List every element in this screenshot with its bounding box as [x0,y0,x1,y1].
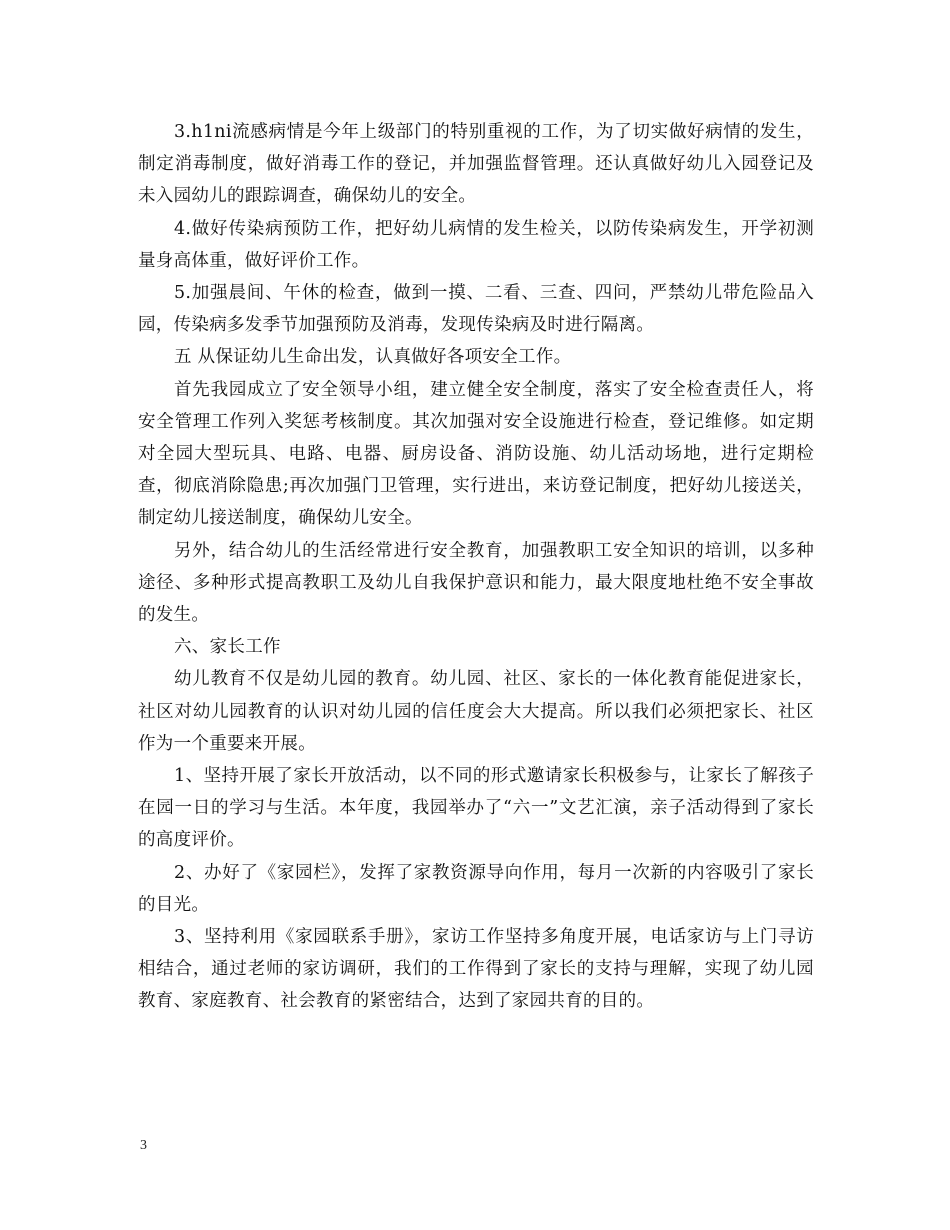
page-number: 3 [140,1138,147,1153]
section-heading-parent-work: 六、家长工作 [174,637,281,658]
document-body [138,116,814,1018]
paragraph-h1n1-flu: 3.h1ni流感病情是今年上级部门的特别重视的工作，为了切实做好病情的发生，制定消毒制度，做好消毒工作的登记，并加强监督管理。还认真做好幼儿入园登记及未入园幼儿的跟踪调查，确保幼儿的安全。 [138,122,814,207]
paragraph-safety-education: 另外，结合幼儿的生活经常进行安全教育，加强教职工安全知识的培训，以多种途径、多种形式提高教职工及幼儿自我保护意识和能力，最大限度地杜绝不安全事故的发生。 [138,540,814,626]
paragraph-morning-check: 5.加强晨间、午休的检查，做到一摸、二看、三查、四问，严禁幼儿带危险品入园，传染病多发季节加强预防及消毒，发现传染病及时进行隔离。 [138,283,814,336]
paragraph-contact-handbook: 3、坚持利用《家园联系手册》，家访工作坚持多角度开展，电话家访与上门寻访相结合，通过老师的家访调研，我们的工作得到了家长的支持与理解，实现了幼儿园教育、家庭教育、社会教育的紧密结合，达到了家园共育的目的。 [138,927,814,1012]
paragraph-open-activity: 1、坚持开展了家长开放活动，以不同的形式邀请家长积极参与，让家长了解孩子在园一日的学习与生活。本年度，我园举办了“六一”文艺汇演，亲子活动得到了家长的高度评价。 [138,766,814,851]
paragraph-home-column: 2、办好了《家园栏》，发挥了家教资源导向作用，每月一次新的内容吸引了家长的目光。 [138,862,814,915]
section-heading-safety: 五 从保证幼儿生命出发，认真做好各项安全工作。 [174,347,572,368]
paragraph-parent-education: 幼儿教育不仅是幼儿园的教育。幼儿园、社区、家长的一体化教育能促进家长，社区对幼儿园教育的认识对幼儿园的信任度会大大提高。所以我们必须把家长、社区作为一个重要来开展。 [138,669,814,754]
paragraph-safety-leadership: 首先我园成立了安全领导小组，建立健全安全制度，落实了安全检查责任人，将安全管理工作列入奖惩考核制度。其次加强对安全设施进行检查，登记维修。如定期对全园大型玩具、电路、电器、厨房设备、消防设施、幼儿活动场地，进行定期检查，彻底消除隐患;再次加强门卫管理，实行进出，来访登记制度，把好幼儿接送关，制定幼儿接送制度，确保幼儿安全。 [138,379,814,529]
paragraph-infectious-prevention: 4.做好传染病预防工作，把好幼儿病情的发生检关，以防传染病发生，开学初测量身高体重，做好评价工作。 [138,218,814,271]
